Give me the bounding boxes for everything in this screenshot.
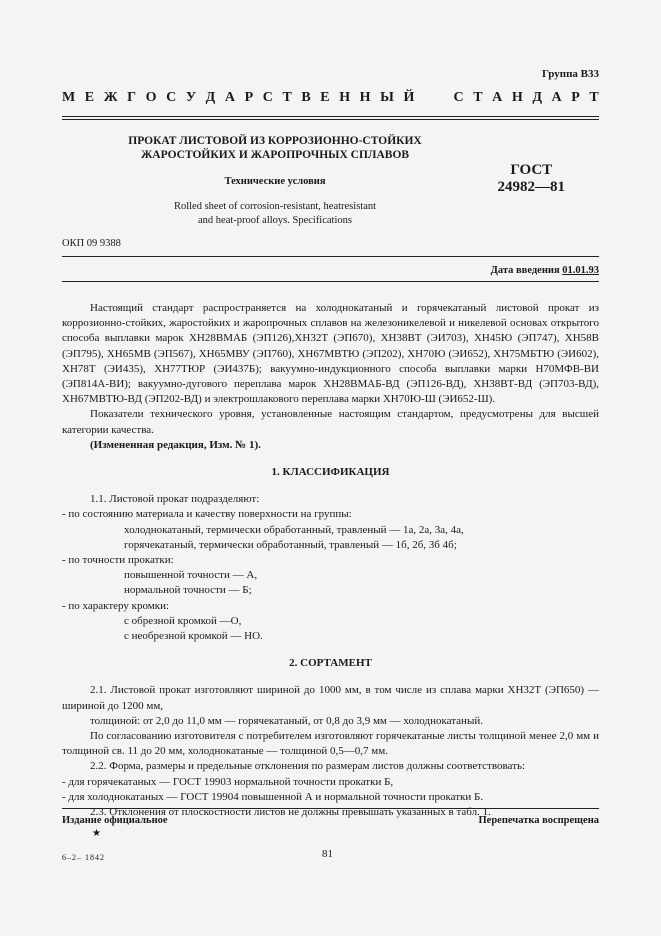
banner-letter: У [185,90,197,105]
list-item: - по характеру кромки: [62,599,170,612]
banner-gap [424,90,444,106]
group-code: Группа В33 [541,68,599,80]
amendment-note: (Измененная редакция, Изм. № 1). [90,438,261,451]
banner-letter: О [145,90,157,105]
list-item: с необрезной кромкой — НО. [124,630,263,643]
list-item: - по точности прокатки: [62,554,174,567]
banner-letter: Н [511,90,523,105]
banner-letter: Ж [103,90,118,105]
banner-letter: А [224,90,236,105]
banner-letter: Ы [380,90,394,105]
banner-letter: Н [339,90,351,105]
page-number: 81 [322,848,333,860]
section-heading: 1. КЛАССИФИКАЦИЯ [271,466,390,479]
banner-letter: С [166,90,177,105]
banner-letter: Т [282,90,292,105]
official-edition-label: Издание официальное [62,815,168,826]
clause-text: 2.2. Форма, размеры и предельные отклонения по размерам листов должны соответствовать: [90,760,526,773]
banner-letter: Р [244,90,254,105]
banner-letter: Г [127,90,137,105]
english-title-line: and heat-proof alloys. Specifications [198,215,352,226]
banner-letter: А [551,90,562,105]
banner-letter: С [262,90,273,105]
banner-letter: Д [205,90,216,105]
clause-text: 2.1. Листовой прокат изготовляют шириной до 1000 мм, в том числе из сплава марки ХН32Т (ЭП650) — шириной до 1200 мм, [62,684,599,712]
intro-date-label: Дата введения [490,265,560,276]
list-item: - по состоянию материала и качеству поверхности на группы: [62,508,352,521]
header-rule-bottom [62,119,599,120]
clause-text: По согласованию изготовителя с потребителем изготовляют горячекатаные листы толщиной менее 2,0 мм и толщиной св. 11 до 20 мм, холоднокатаные — толщиной 0,5—0,7 мм. [62,730,599,758]
print-code: 6–2– 1842 [62,853,105,862]
reprint-prohibited-label: Перепечатка воспрещена [478,815,599,826]
quality-paragraph: Показатели технического уровня, установленные настоящим стандартом, предусмотрены для высшей категории качества. [62,408,599,436]
clause-text: 2.3. Отклонения от плоскостности листов не должны превышать указанных в табл. 1. [90,806,491,819]
banner-letter: Е [320,90,330,105]
english-title-line: Rolled sheet of corrosion-resistant, heatresistant [173,201,377,212]
gost-label: ГОСТ [510,162,553,178]
banner-letter: Е [84,90,95,105]
title-line: ПРОКАТ ЛИСТОВОЙ ИЗ КОРРОЗИОННО-СТОЙКИХ [128,135,422,147]
list-item: повышенной точности — А, [124,569,258,582]
scope-paragraph: Настоящий стандарт распространяется на холоднокатаный и горячекатаный листовой прокат из коррозионно-стойких, жаростойких и жаропрочных сплавов на железоникелевой и никелевой основах открытого способа выплавки марок ХН28ВМАБ (ЭП126),ХН32Т (ЭП670), ХН38ВТ (ЭИ703), ХН45Ю (ЭП747), ХН58В (ЭП795), ХН65МВ (ЭП567), ХН65МВУ (ЭП760), ХН67МВТЮ (ЭП202), ХН70Ю (ЭИ652), ХН75МБТЮ (ЭИ602), ХН78Т (ЭИ435), ХН77ТЮР (ЭИ437Б); вакуумно-индукционного способа выплавки марки Н70МФВ-ВИ (ЭП814А-ВИ); вакуумно-дугового переплава марок ХН28ВМАБ-ВД (ЭП126-ВД), ХН38ВТ-ВД (ЭП703-ВД), ХН67МВТЮ-ВД (ЭП202-ВД) и электрошлакового переплава марки ХН70Ю-Ш (ЭИ652-Ш). [62,302,599,406]
section-heading: 2. СОРТАМЕНТ [289,657,372,670]
header-rule-top [62,116,599,117]
banner-letter: Н [359,90,371,105]
banner-letter: Т [473,90,483,105]
banner-letter: Й [403,90,415,105]
banner-letter: В [301,90,311,105]
clause-text: толщиной: от 2,0 до 11,0 мм — горячекатаный, от 0,8 до 3,9 мм — холоднокатаный. [90,714,483,727]
list-item: с обрезной кромкой —О, [124,614,242,627]
intro-rule [62,281,599,282]
banner-letter: С [453,90,464,105]
okp-code: ОКП 09 9388 [62,238,121,249]
list-item: нормальной точности — Б; [124,584,252,597]
list-item: - для горячекатаных — ГОСТ 19903 нормальной точности прокатки Б, [62,775,394,788]
okp-rule [62,256,599,257]
intro-date-value: 01.01.93 [562,265,599,276]
banner-letter: Т [589,90,599,105]
gost-designation [498,162,566,196]
document-title [110,134,440,162]
list-item: горячекатаный, термически обработанный, травленый — 1б, 2б, 3б 4б; [124,538,457,551]
introduction-date [491,265,599,276]
gost-number: 24982—81 [497,179,565,195]
banner-letter: Д [532,90,542,105]
document-subtitle: Технические условия [224,176,326,187]
clause-text: 1.1. Листовой прокат подразделяют: [90,493,260,506]
title-line: ЖАРОСТОЙКИХ И ЖАРОПРОЧНЫХ СПЛАВОВ [140,149,410,161]
standard-banner [62,90,599,106]
list-item: - для холоднокатаных — ГОСТ 19904 повышенной А и нормальной точности прокатки Б. [62,790,484,803]
banner-letter: М [62,90,76,105]
banner-letter: А [492,90,503,105]
list-item: холоднокатаный, термически обработанный, травленый — 1а, 2а, 3а, 4а, [124,523,464,536]
footer-rule [62,808,599,809]
star-icon: ★ [92,828,101,839]
document-body [62,301,599,820]
banner-letter: Р [571,90,580,105]
english-title [110,200,440,228]
